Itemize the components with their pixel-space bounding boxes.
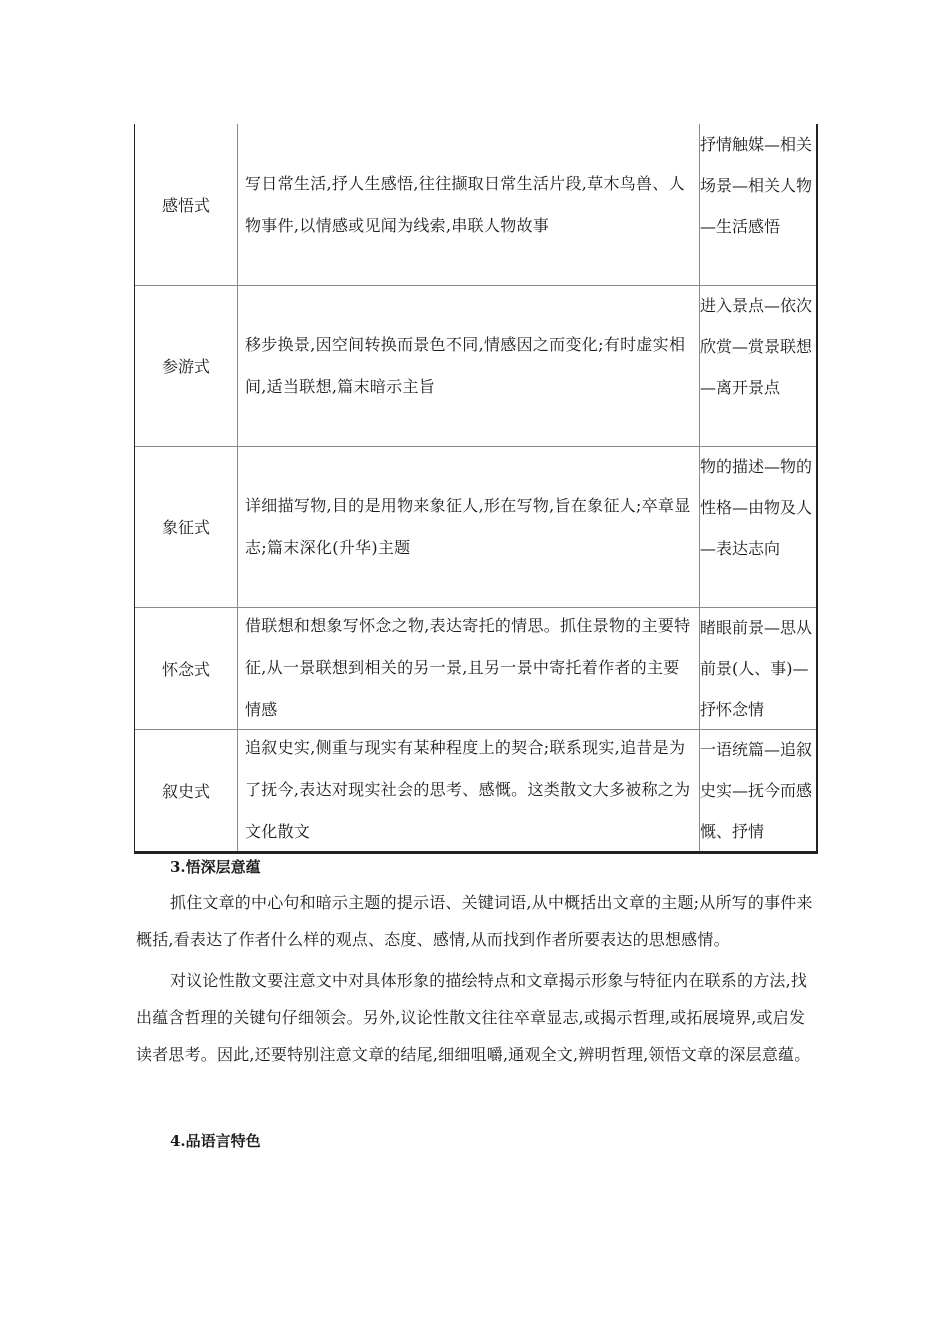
essay-structure-table xyxy=(134,124,818,854)
table-row xyxy=(135,446,816,607)
structure-type-cell: 怀念式 xyxy=(161,659,210,679)
table-row xyxy=(135,729,816,851)
flow-cell: 进入景点—依次欣赏—赏景联想—离开景点 xyxy=(700,296,813,397)
description-cell: 追叙史实,侧重与现实有某种程度上的契合;联系现实,追昔是为了抚今,表达对现实社会的思考、感慨。这类散文大多被称之为文化散文 xyxy=(245,738,691,841)
flow-cell: 物的描述—物的性格—由物及人—表达志向 xyxy=(700,457,813,558)
table-row xyxy=(135,607,816,729)
flow-cell: 抒情触媒—相关场景—相关人物—生活感悟 xyxy=(700,135,813,236)
description-cell: 借联想和想象写怀念之物,表达寄托的情思。抓住景物的主要特征,从一景联想到相关的另一景,且另一景中寄托着作者的主要情感 xyxy=(245,616,691,719)
table-row xyxy=(135,124,816,285)
flow-cell: 一语统篇—追叙史实—抚今而感慨、抒情 xyxy=(700,740,813,841)
description-cell: 移步换景,因空间转换而景色不同,情感因之而变化;有时虚实相间,适当联想,篇末暗示主旨 xyxy=(245,334,686,396)
structure-type-cell: 象征式 xyxy=(161,518,210,537)
section-3-paragraph-1: 抓住文章的中心句和暗示主题的提示语、关键词语,从中概括出文章的主题;从所写的事件来概括,看表达了作者什么样的观点、态度、感情,从而找到作者所要表达的思想感情。 xyxy=(136,893,813,949)
structure-type-cell: 叙史式 xyxy=(161,781,210,801)
structure-type-cell: 参游式 xyxy=(161,357,210,376)
flow-cell: 睹眼前景—思从前景(人、事)—抒怀念情 xyxy=(700,618,813,719)
section-3-heading: 3.悟深层意蕴 xyxy=(170,858,261,876)
section-4-heading: 4.品语言特色 xyxy=(170,1132,261,1150)
structure-type-cell: 感悟式 xyxy=(161,196,210,215)
table-row xyxy=(135,285,816,446)
section-3-paragraph-2: 对议论性散文要注意文中对具体形象的描绘特点和文章揭示形象与特征内在联系的方法,找出蕴含哲理的关键句仔细领会。另外,议论性散文往往卒章显志,或揭示哲理,或拓展境界,或启发读者思考。因此,还要特别注意文章的结尾,细细咀嚼,通观全文,辨明哲理,领悟文章的深层意蕴。 xyxy=(136,971,811,1064)
description-cell: 写日常生活,抒人生感悟,往往撷取日常生活片段,草木鸟兽、人物事件,以情感或见闻为线索,串联人物故事 xyxy=(245,173,685,235)
description-cell: 详细描写物,目的是用物来象征人,形在写物,旨在象征人;卒章显志;篇末深化(升华)主题 xyxy=(245,495,691,557)
